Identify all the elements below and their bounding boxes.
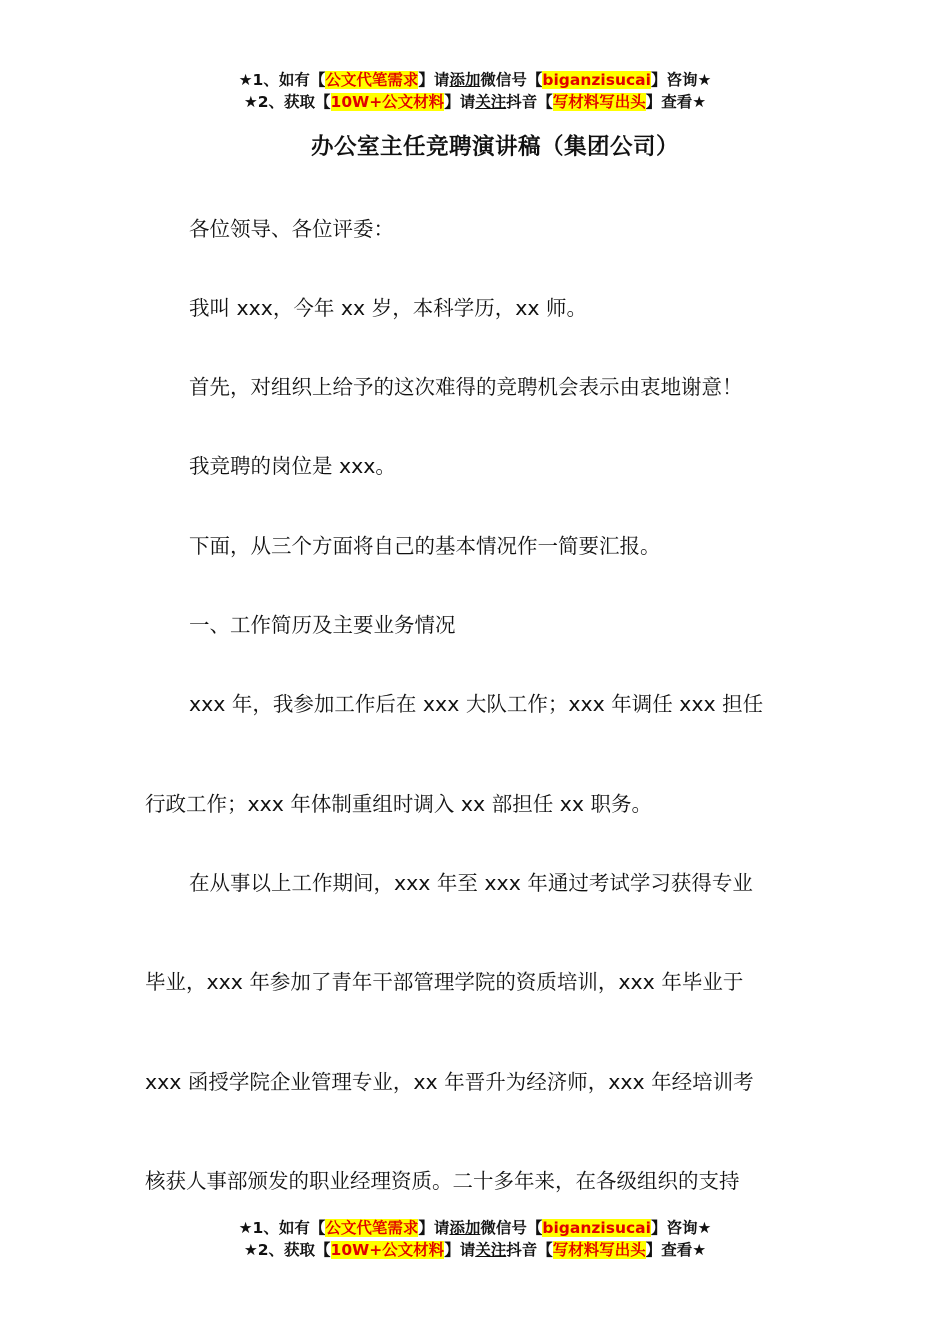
banner-text: ★2、获取【 (243, 1241, 331, 1259)
banner-text: 】咨询★ (650, 71, 712, 89)
banner-emphasis: 添加 (449, 1219, 481, 1237)
wechat-id-highlight: biganzisucai (542, 71, 651, 89)
body-paragraph-line: xxx 函授学院企业管理专业，xx 年晋升为经济师，xxx 年经培训考 (145, 1070, 754, 1094)
banner-text: 微信号【 (480, 71, 543, 89)
banner-emphasis: 关注 (475, 1241, 507, 1259)
body-paragraph: 我叫 xxx，今年 xx 岁，本科学历，xx 师。 (189, 296, 587, 320)
header-banner (0, 69, 950, 113)
body-paragraph-line: 在从事以上工作期间，xxx 年至 xxx 年通过考试学习获得专业 (189, 871, 753, 895)
banner-highlight: 10W+公文材料 (330, 93, 445, 111)
body-paragraph: 下面，从三个方面将自己的基本情况作一简要汇报。 (189, 534, 661, 558)
wechat-id-highlight: biganzisucai (542, 1219, 651, 1237)
body-paragraph-line: xxx 年，我参加工作后在 xxx 大队工作；xxx 年调任 xxx 担任 (189, 692, 764, 716)
banner-line-1 (0, 69, 950, 91)
body-paragraph-line: 核获人事部颁发的职业经理资质。二十多年来，在各级组织的支持 (145, 1169, 740, 1193)
footer-banner (0, 1217, 950, 1261)
banner-text: 】咨询★ (650, 1219, 712, 1237)
douyin-id-highlight: 写材料写出头 (552, 93, 646, 111)
banner-text: ★1、如有【 (238, 71, 326, 89)
banner-highlight: 10W+公文材料 (330, 1241, 445, 1259)
banner-emphasis: 关注 (475, 93, 507, 111)
banner-text: 】请 (418, 1219, 450, 1237)
body-paragraph: 我竞聘的岗位是 xxx。 (189, 454, 396, 478)
banner-line-1 (0, 1217, 950, 1239)
banner-highlight: 公文代笔需求 (325, 1219, 419, 1237)
banner-text: ★2、获取【 (243, 93, 331, 111)
banner-text: 】请 (444, 1241, 476, 1259)
body-paragraph: 首先，对组织上给予的这次难得的竞聘机会表示由衷地谢意！ (189, 375, 743, 399)
banner-text: 抖音【 (506, 1241, 553, 1259)
banner-text: ★1、如有【 (238, 1219, 326, 1237)
banner-emphasis: 添加 (449, 71, 481, 89)
banner-text: 】查看★ (645, 93, 707, 111)
banner-text: 】请 (418, 71, 450, 89)
body-paragraph-line: 行政工作；xxx 年体制重组时调入 xx 部担任 xx 职务。 (145, 792, 653, 816)
body-paragraph-line: 毕业，xxx 年参加了青年干部管理学院的资质培训，xxx 年毕业于 (145, 970, 744, 994)
banner-text: 】查看★ (645, 1241, 707, 1259)
banner-text: 抖音【 (506, 93, 553, 111)
section-heading: 一、工作简历及主要业务情况 (189, 613, 456, 637)
douyin-id-highlight: 写材料写出头 (552, 1241, 646, 1259)
banner-line-2 (0, 91, 950, 113)
greeting-paragraph: 各位领导、各位评委： (189, 217, 394, 241)
banner-text: 】请 (444, 93, 476, 111)
banner-line-2 (0, 1239, 950, 1261)
document-title: 办公室主任竞聘演讲稿（集团公司） (310, 134, 679, 160)
banner-highlight: 公文代笔需求 (325, 71, 419, 89)
banner-text: 微信号【 (480, 1219, 543, 1237)
